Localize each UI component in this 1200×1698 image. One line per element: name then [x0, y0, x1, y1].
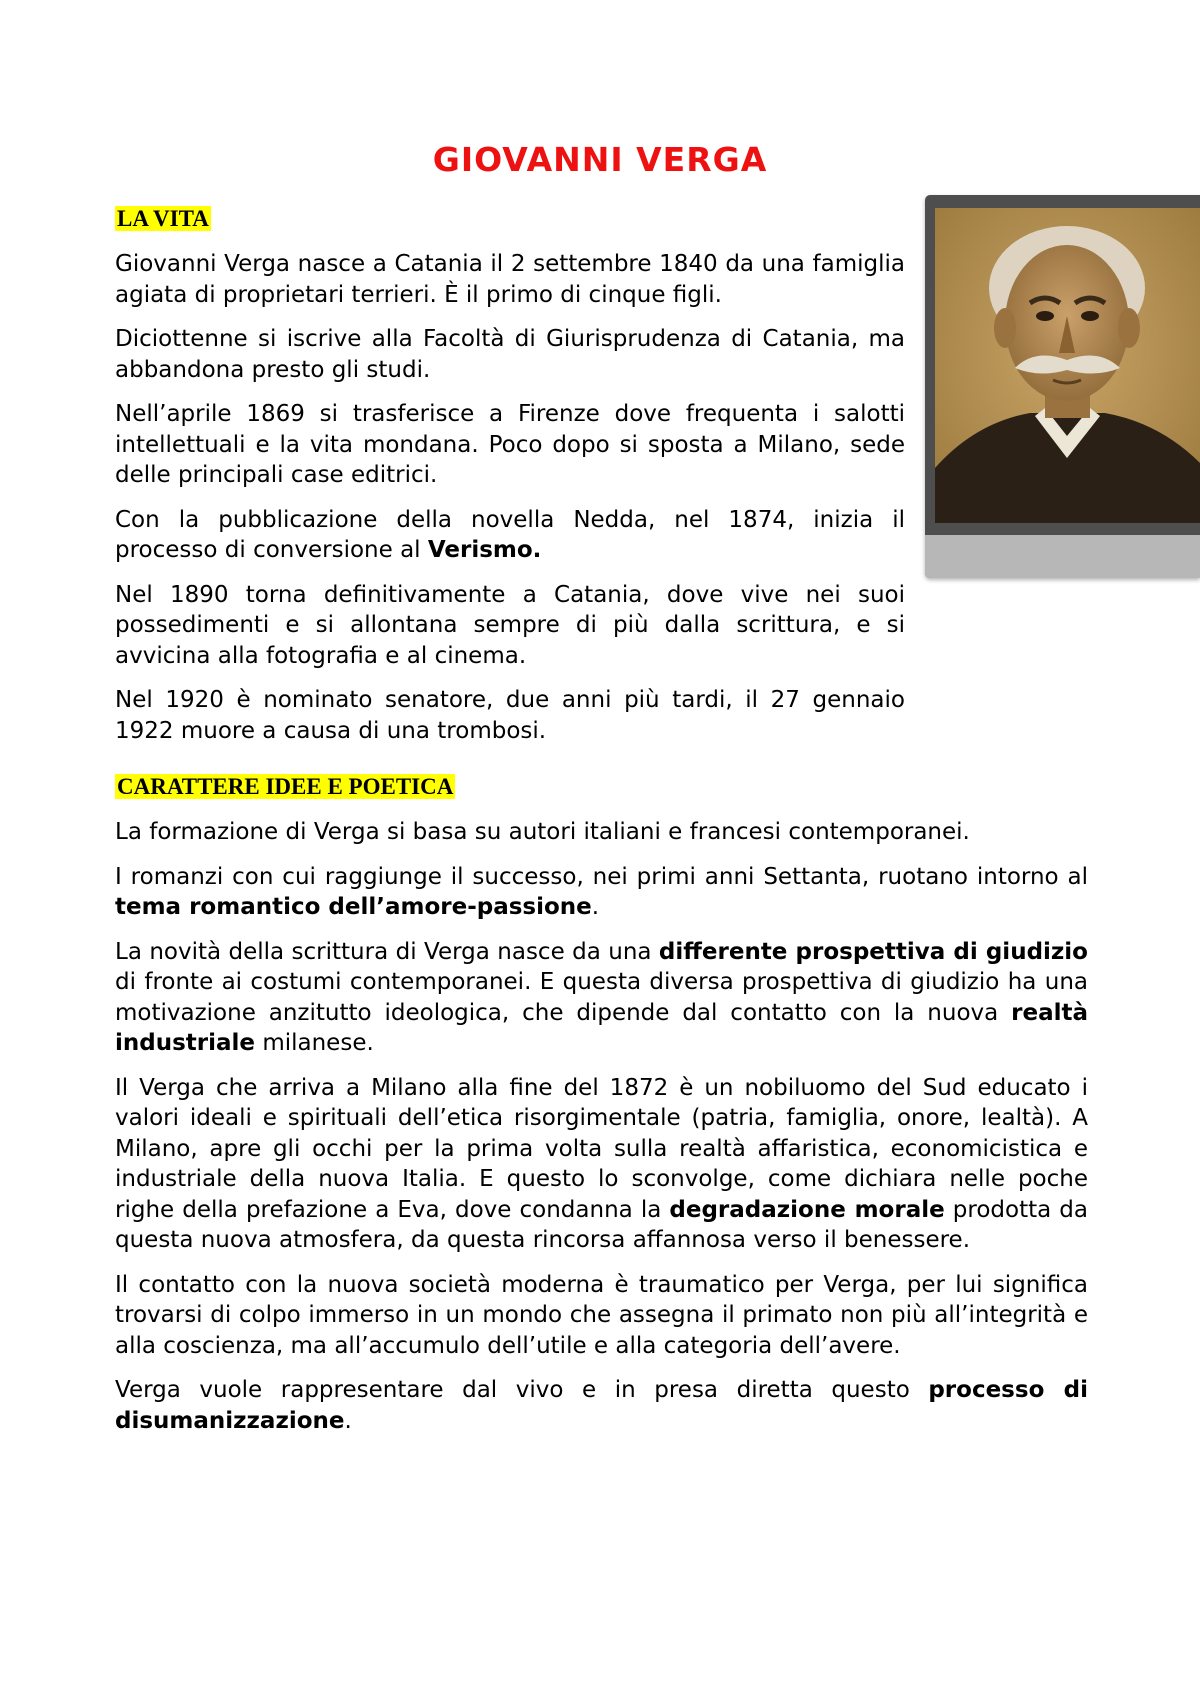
- bold-text: realtà industriale: [115, 999, 1088, 1056]
- paragraph: Giovanni Verga nasce a Catania il 2 settembre 1840 da una famiglia agiata di proprietari terrieri. È il primo di cinque figli.: [115, 251, 905, 308]
- text-run: Con la pubblicazione della novella Nedda, nel 1874, inizia il processo di conversione al: [115, 506, 905, 563]
- frame-base: [925, 535, 1200, 578]
- paragraph: [115, 505, 905, 566]
- page-title: GIOVANNI VERGA: [432, 140, 768, 179]
- portrait-icon: [935, 208, 1200, 523]
- paragraph: Nell’aprile 1869 si trasferisce a Firenze dove frequenta i salotti intellettuali e la vita mondana. Poco dopo si sposta a Milano, sede delle principali case editrici.: [115, 401, 905, 488]
- section-heading: [115, 203, 905, 235]
- paragraph: Nel 1890 torna definitivamente a Catania, dove vive nei suoi possedimenti e si allontana sempre di più dalla scrittura, e si avvicina alla fotografia e al cinema.: [115, 581, 905, 669]
- heading-highlight: CARATTERE IDEE E POETICA: [117, 774, 454, 799]
- heading-highlight: LA VITA: [117, 206, 209, 231]
- bold-text: differente prospettiva di giudizio: [658, 938, 1088, 965]
- section-heading: [115, 771, 1088, 803]
- text-run: I romanzi con cui raggiunge il successo, nei primi anni Settanta, ruotano intorno al: [115, 863, 1088, 890]
- bold-text: tema romantico dell’amore-passione: [115, 894, 592, 920]
- portrait-frame: [925, 195, 1200, 578]
- text-run: Verga vuole rappresentare dal vivo e in presa diretta questo: [115, 1377, 929, 1403]
- text-run: .: [344, 1407, 352, 1434]
- paragraph: La formazione di Verga si basa su autori italiani e francesi contemporanei.: [115, 819, 970, 845]
- text-run: di fronte ai costumi contemporanei. E questa diversa prospettiva di giudizio ha una motivazione anzitutto ideologica, che dipende dal contatto con la nuova: [115, 969, 1088, 1026]
- section-carattere: [115, 771, 1088, 1450]
- paragraph: Nel 1920 è nominato senatore, due anni più tardi, il 27 gennaio 1922 muore a causa di una trombosi.: [115, 687, 905, 744]
- text-run: prodotta da questa nuova atmosfera, da questa rincorsa affannosa verso il benessere.: [115, 1196, 1088, 1253]
- text-run: .: [591, 894, 600, 920]
- paragraph: [115, 1073, 1088, 1256]
- paragraph: [115, 1375, 1088, 1436]
- text-run: milanese.: [255, 1030, 374, 1056]
- text-run: Il Verga che arriva a Milano alla fine del 1872 è un nobiluomo del Sud educato i valori ideali e spirituali dell’etica risorgimentale (patria, famiglia, onore, lealtà). A Milano, apre gli occhi per la prima volta sulla realtà affaristica, economicistica e industriale della nuova Italia. E questo lo sconvolge, come dichiara nelle poche righe della prefazione a Eva, dove condanna la: [115, 1074, 1088, 1223]
- paragraph: [115, 937, 1088, 1059]
- bold-text: degradazione morale: [669, 1196, 945, 1223]
- portrait-photo: [935, 208, 1200, 523]
- section-la-vita: [115, 203, 905, 760]
- paragraph: [115, 862, 1088, 923]
- bold-text: processo di disumanizzazione: [115, 1377, 1088, 1434]
- paragraph: Il contatto con la nuova società moderna è traumatico per Verga, per lui significa trovarsi di colpo immerso in un mondo che assegna il primato non più all’integrità e alla coscienza, ma all’accumulo dell’utile e alla categoria dell’avere.: [115, 1271, 1088, 1359]
- paragraph: Diciottenne si iscrive alla Facoltà di Giurisprudenza di Catania, ma abbandona presto gli studi.: [115, 326, 905, 383]
- text-run: La novità della scrittura di Verga nasce da una: [115, 938, 659, 965]
- bold-text: Verismo.: [427, 537, 542, 563]
